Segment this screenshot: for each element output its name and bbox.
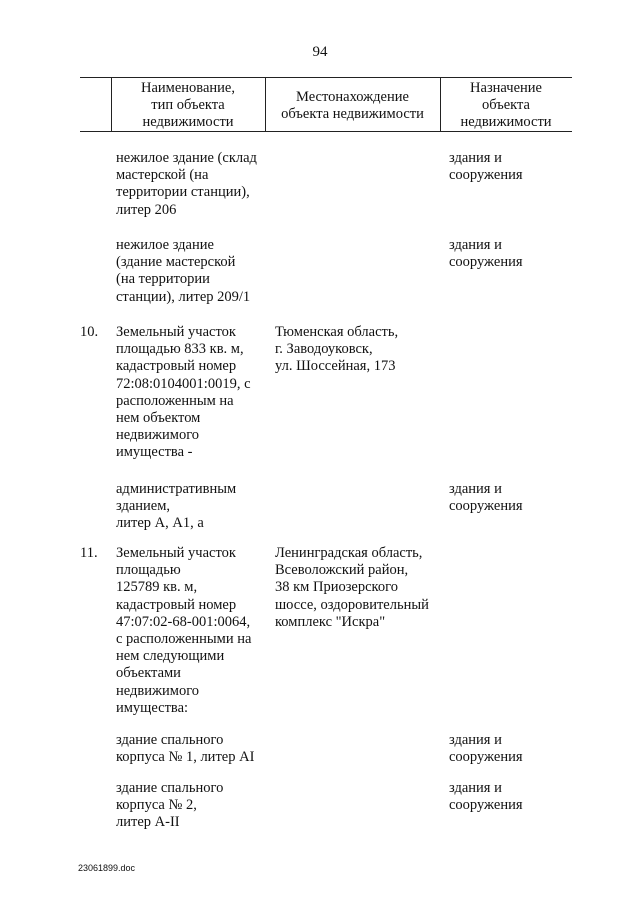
footer-filename: 23061899.doc: [78, 863, 136, 873]
row-10-name: Земельный участок площадью 833 кв. м, кадастровый номер 72:08:0104001:0019, с расположенным на нем объектом недвижимого имущества -: [116, 324, 251, 461]
row-11-building-2-purpose: здания и сооружения: [449, 780, 523, 814]
row-10b-name: административным зданием, литер А, А1, а: [116, 481, 237, 532]
row-1-name: нежилое здание (склад мастерской (на территории станции), литер 206: [116, 150, 257, 218]
row-2-purpose: здания и сооружения: [449, 237, 523, 271]
row-11-building-2-name: здание спального корпуса № 2, литер А-II: [116, 780, 224, 831]
row-10-location: Тюменская область, г. Заводоуковск, ул. Шоссейная, 173: [275, 324, 399, 375]
header-purpose-column: Назначение объекта недвижимости: [460, 80, 552, 130]
header-name-column: Наименование, тип объекта недвижимости: [141, 80, 235, 130]
row-1-purpose: здания и сооружения: [449, 150, 523, 184]
row-11-number: 11.: [80, 545, 98, 561]
row-10b-purpose: здания и сооружения: [449, 481, 523, 515]
table-header-top-rule: [80, 77, 572, 78]
row-11-building-1-name: здание спального корпуса № 1, литер AI: [116, 732, 255, 766]
row-2-name: нежилое здание (здание мастерской (на территории станции), литер 209/1: [116, 237, 251, 305]
page-number: 94: [312, 44, 328, 60]
row-11-name: Земельный участок площадью 125789 кв. м, кадастровый номер 47:07:02-68-001:0064, с расположенными на нем следующими объектами недвижимого имущества:: [116, 545, 252, 716]
table-header-bottom-rule: [80, 131, 572, 132]
row-11-building-1-purpose: здания и сооружения: [449, 732, 523, 766]
row-11-location: Ленинградская область, Всеволожский район, 38 км Приозерского шоссе, оздоровительный комплекс "Искра": [275, 545, 429, 630]
header-location-column: Местонахождение объекта недвижимости: [281, 89, 424, 122]
row-10-number: 10.: [80, 324, 99, 340]
